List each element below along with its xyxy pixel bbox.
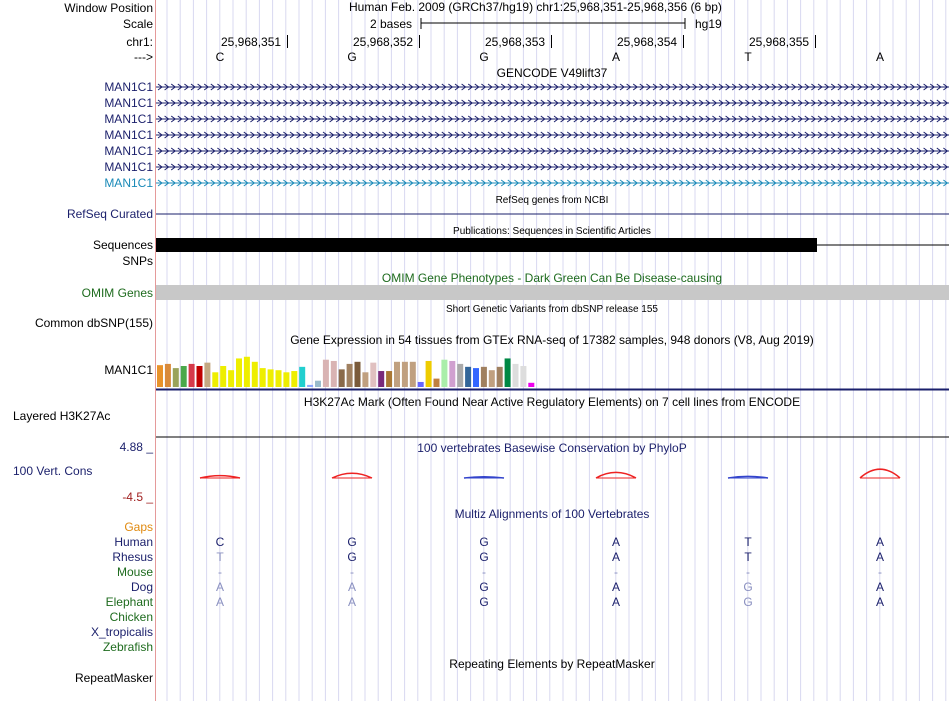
h3k27ac-label[interactable]: Layered H3K27Ac (13, 409, 111, 423)
gtex-bar (370, 363, 376, 387)
multiz-base: G (479, 550, 489, 564)
multiz-base: A (875, 580, 885, 594)
gtex-bar (276, 370, 282, 387)
base-letter: G (479, 50, 489, 64)
multiz-base: G (347, 550, 357, 564)
repeatmasker-label[interactable]: RepeatMasker (74, 671, 153, 685)
gtex-bar (394, 362, 400, 387)
multiz-base: - (350, 565, 354, 579)
multiz-base: A (347, 580, 357, 594)
gencode-gene-label[interactable]: MAN1C1 (104, 144, 153, 158)
window-position-text: Human Feb. 2009 (GRCh37/hg19) chr1:25,968,351-25,968,356 (6 bp) (349, 0, 722, 14)
ruler-position[interactable]: 25,968,351 (221, 35, 282, 49)
gtex-bar (457, 364, 463, 387)
gtex-bar (378, 371, 384, 387)
ruler-position[interactable]: 25,968,352 (353, 35, 414, 49)
gtex-bar (323, 360, 329, 387)
omim-label[interactable]: OMIM Genes (81, 286, 153, 300)
gencode-gene-label[interactable]: MAN1C1 (104, 176, 153, 190)
scale-assembly: hg19 (695, 17, 722, 31)
window-position-label: Window Position (64, 1, 153, 15)
multiz-base: C (215, 535, 225, 549)
multiz-base: T (744, 550, 752, 564)
gtex-bar (362, 372, 368, 387)
multiz-base: A (611, 580, 621, 594)
gencode-title: GENCODE V49lift37 (496, 66, 608, 80)
gtex-bar (236, 358, 242, 387)
multiz-base: G (743, 595, 753, 609)
multiz-species-label[interactable]: Zebrafish (102, 640, 153, 654)
multiz-species-label[interactable]: Human (114, 535, 153, 549)
gtex-bar (441, 360, 447, 387)
base-letter: A (611, 50, 621, 64)
gtex-bar (165, 364, 171, 387)
scale-label: Scale (122, 17, 153, 31)
phylop-max-label: 4.88 _ (119, 440, 153, 454)
gtex-bar (355, 362, 361, 387)
multiz-base: - (614, 565, 618, 579)
multiz-species-label[interactable]: X_tropicalis (90, 625, 153, 639)
multiz-base: A (611, 595, 621, 609)
phylop-title: 100 vertebrates Basewise Conservation by PhyloP (417, 441, 687, 455)
multiz-base: G (479, 595, 489, 609)
gtex-bar (505, 358, 511, 387)
gaps-label[interactable]: Gaps (124, 520, 153, 534)
gtex-bar (489, 370, 495, 387)
gtex-bar (331, 361, 337, 387)
multiz-base: T (216, 550, 224, 564)
gtex-bar (204, 363, 210, 387)
refseq-title: RefSeq genes from NCBI (495, 195, 609, 206)
multiz-base: G (743, 580, 753, 594)
gtex-bar (386, 371, 392, 387)
gtex-bar (410, 362, 416, 387)
gtex-bar (157, 365, 163, 387)
gtex-bar (189, 364, 195, 387)
multiz-base: G (347, 535, 357, 549)
snps-label[interactable]: SNPs (122, 254, 153, 268)
gtex-bar (252, 362, 258, 387)
gtex-bar (520, 366, 526, 387)
strand-label: ---> (134, 50, 153, 64)
gtex-bar (426, 361, 432, 387)
gtex-bar (315, 381, 321, 387)
dbsnp-label[interactable]: Common dbSNP(155) (34, 316, 153, 330)
omim-bar (156, 285, 949, 300)
multiz-base: A (611, 550, 621, 564)
omim-title: OMIM Gene Phenotypes - Dark Green Can Be Disease-causing (381, 271, 723, 285)
multiz-base: A (875, 535, 885, 549)
base-letter: G (347, 50, 357, 64)
gtex-bar (513, 364, 519, 387)
label-separator (155, 0, 156, 701)
gtex-label[interactable]: MAN1C1 (104, 363, 153, 377)
gencode-gene-label[interactable]: MAN1C1 (104, 112, 153, 126)
gtex-bar (173, 368, 179, 387)
multiz-base: A (875, 550, 885, 564)
multiz-species-label[interactable]: Elephant (105, 595, 153, 609)
multiz-species-label[interactable]: Mouse (116, 565, 153, 579)
h3k27ac-title: H3K27Ac Mark (Often Found Near Active Regulatory Elements) on 7 cell lines from ENCODE (303, 395, 801, 409)
multiz-base: A (215, 595, 225, 609)
scale-text: 2 bases (370, 17, 413, 31)
gencode-gene-label[interactable]: MAN1C1 (104, 128, 153, 142)
ruler-position[interactable]: 25,968,353 (485, 35, 546, 49)
multiz-species-label[interactable]: Chicken (109, 610, 153, 624)
gtex-bar (449, 361, 455, 387)
gtex-bar (283, 372, 289, 387)
gtex-bar (228, 370, 234, 387)
publications-label[interactable]: Sequences (92, 238, 153, 252)
publications-title: Publications: Sequences in Scientific Articles (453, 226, 651, 237)
multiz-base: A (347, 595, 357, 609)
base-letter: C (215, 50, 225, 64)
multiz-base: G (479, 535, 489, 549)
chrom-label: chr1: (126, 35, 153, 49)
gtex-bar (299, 367, 305, 387)
ruler-position[interactable]: 25,968,355 (749, 35, 810, 49)
gtex-bar (418, 382, 424, 387)
gencode-gene-label[interactable]: MAN1C1 (104, 80, 153, 94)
gtex-bar (481, 367, 487, 387)
gtex-bar (347, 364, 353, 387)
phylop-min-label: -4.5 _ (122, 490, 153, 504)
gtex-bar (473, 368, 479, 387)
multiz-base: A (875, 595, 885, 609)
repeatmasker-title: Repeating Elements by RepeatMasker (449, 657, 655, 671)
gtex-bar (307, 385, 313, 387)
multiz-title: Multiz Alignments of 100 Vertebrates (454, 507, 650, 521)
gtex-bar (260, 368, 266, 387)
gtex-title: Gene Expression in 54 tissues from GTEx RNA-seq of 17382 samples, 948 donors (V8, Aug 2019) (290, 333, 814, 347)
dbsnp-title: Short Genetic Variants from dbSNP release 155 (446, 304, 658, 315)
multiz-base: - (482, 565, 486, 579)
gtex-bar (181, 366, 187, 387)
gtex-bar (465, 367, 471, 387)
multiz-base: A (611, 535, 621, 549)
gtex-bar (339, 369, 345, 387)
multiz-species-label[interactable]: Rhesus (112, 550, 153, 564)
ruler-position[interactable]: 25,968,354 (617, 35, 678, 49)
gtex-bar (268, 369, 274, 387)
gtex-bar (434, 379, 440, 387)
multiz-base: T (744, 535, 752, 549)
publication-block (156, 238, 817, 252)
gtex-bar (402, 362, 408, 387)
gtex-bar (212, 372, 218, 387)
gtex-bar (291, 371, 297, 387)
gtex-bar (244, 357, 250, 387)
gencode-gene-label[interactable]: MAN1C1 (104, 96, 153, 110)
gtex-bar (497, 367, 503, 387)
refseq-label[interactable]: RefSeq Curated (66, 207, 153, 221)
gencode-gene-label[interactable]: MAN1C1 (104, 160, 153, 174)
multiz-base: A (215, 580, 225, 594)
base-letter: T (744, 50, 752, 64)
multiz-species-label[interactable]: Dog (130, 580, 153, 594)
phylop-label[interactable]: 100 Vert. Cons (13, 464, 93, 478)
gtex-bar (528, 383, 534, 387)
gtex-bar (197, 366, 203, 387)
gtex-bar (220, 366, 226, 387)
base-letter: A (875, 50, 885, 64)
multiz-base: G (479, 580, 489, 594)
multiz-base: - (878, 565, 882, 579)
multiz-base: - (218, 565, 222, 579)
multiz-base: - (746, 565, 750, 579)
